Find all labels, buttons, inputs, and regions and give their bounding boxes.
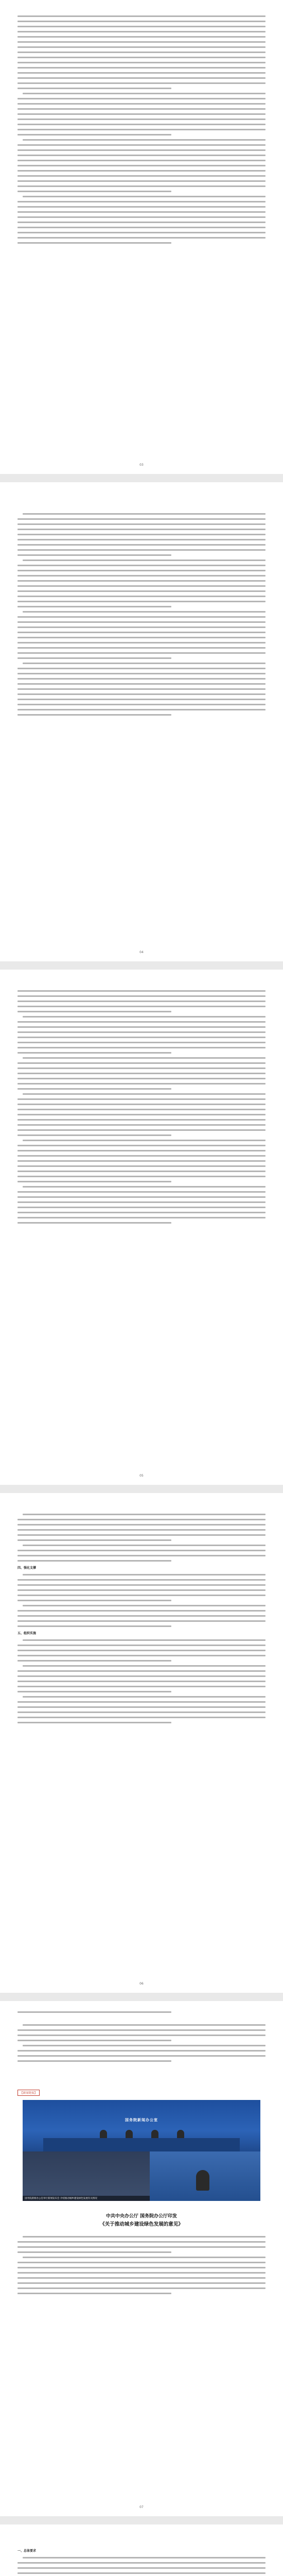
text-line — [17, 1145, 266, 1146]
text-line — [17, 134, 171, 135]
text-line — [17, 1073, 266, 1074]
text-line — [17, 709, 266, 710]
text-line — [17, 1686, 266, 1687]
text-line — [17, 62, 266, 63]
text-line — [17, 2267, 266, 2268]
text-line — [23, 139, 266, 141]
text-line — [23, 2557, 266, 2558]
text-line — [17, 704, 266, 705]
page-separator — [0, 2516, 283, 2524]
text-line — [17, 1529, 266, 1531]
text-line — [17, 2572, 266, 2574]
text-line — [17, 52, 266, 53]
text-line — [17, 637, 266, 638]
text-line — [17, 2241, 266, 2243]
text-line — [17, 647, 266, 649]
document-page-3 — [0, 970, 283, 1485]
text-line — [17, 1042, 266, 1043]
text-line — [23, 663, 266, 664]
text-line — [17, 554, 171, 556]
text-line — [17, 242, 171, 244]
photo-caption: 国务院新闻办公室举行新闻发布会 介绍推动城乡建设绿色发展有关情况 — [23, 2196, 150, 2201]
text-line — [17, 626, 266, 628]
text-line — [17, 1650, 266, 1651]
text-line — [17, 2262, 266, 2263]
text-line — [17, 129, 266, 130]
text-line — [17, 1124, 266, 1126]
text-line — [17, 170, 266, 172]
text-line — [17, 1155, 266, 1157]
text-line — [17, 36, 266, 38]
text-line — [17, 1021, 266, 1023]
text-line — [17, 98, 266, 99]
text-line — [17, 72, 266, 74]
document-page-2 — [0, 482, 283, 961]
text-line — [17, 518, 266, 520]
text-line — [17, 1191, 266, 1193]
text-line — [17, 1181, 171, 1182]
text-line — [17, 2287, 266, 2289]
text-line — [17, 1114, 266, 1115]
text-line — [17, 1660, 171, 1662]
text-line — [23, 1665, 266, 1667]
text-line — [17, 1722, 171, 1723]
text-line — [17, 108, 266, 110]
text-line — [17, 15, 266, 17]
text-line — [17, 652, 266, 654]
text-line — [17, 1150, 266, 1151]
page-number: 03 — [139, 463, 144, 467]
text-line — [17, 82, 266, 84]
text-line — [17, 714, 171, 716]
speaker-photo — [150, 2151, 260, 2201]
text-line — [17, 1006, 266, 1007]
text-line — [17, 668, 266, 669]
text-line — [17, 1534, 266, 1536]
text-line — [17, 632, 266, 633]
text-line — [17, 2050, 266, 2052]
text-line — [17, 616, 266, 618]
text-line — [23, 1093, 266, 1095]
text-line — [17, 590, 266, 592]
text-line — [17, 155, 266, 156]
text-line — [17, 180, 266, 182]
text-line — [17, 216, 266, 218]
text-line — [23, 1140, 266, 1141]
text-line — [17, 1129, 266, 1131]
audience-photo — [23, 2151, 150, 2201]
speaker-figure — [196, 2170, 209, 2191]
text-line — [17, 1717, 266, 1718]
page-number: 04 — [139, 951, 144, 954]
text-line — [17, 2035, 266, 2036]
text-line — [17, 1595, 266, 1596]
press-conference-photo — [23, 2100, 260, 2201]
text-line — [17, 144, 266, 146]
text-line — [17, 1550, 266, 1551]
text-line — [17, 585, 266, 587]
text-line — [17, 688, 266, 690]
text-line — [17, 113, 266, 115]
news-link-tag: 【新闻链接】 — [17, 2090, 40, 2096]
text-line — [17, 2246, 266, 2248]
text-line — [17, 523, 266, 525]
text-line — [17, 1222, 171, 1224]
text-line — [17, 565, 266, 566]
text-line — [17, 1088, 171, 1090]
text-line — [17, 1067, 266, 1069]
text-line — [17, 1706, 266, 1708]
page-number: 07 — [139, 2505, 144, 2509]
text-line — [17, 2040, 171, 2041]
text-line — [23, 1016, 266, 1018]
text-line — [23, 1057, 266, 1059]
text-line — [17, 201, 266, 202]
text-line — [17, 1579, 266, 1581]
text-line — [23, 1545, 266, 1546]
text-line — [17, 1519, 266, 1520]
document-page-5 — [0, 2001, 283, 2516]
text-line — [23, 513, 266, 515]
text-line — [17, 575, 266, 577]
text-line — [23, 93, 266, 94]
text-line — [17, 1201, 266, 1203]
text-line — [17, 570, 266, 571]
text-line — [17, 1620, 266, 1622]
text-line — [17, 1625, 171, 1627]
text-line — [17, 1589, 266, 1591]
text-line — [17, 1655, 266, 1656]
document-page-6 — [0, 2524, 283, 2576]
text-line — [17, 1645, 266, 1646]
document-page-1 — [0, 0, 283, 474]
text-line — [17, 2282, 266, 2284]
page-separator — [0, 474, 283, 482]
text-line — [17, 1212, 266, 1213]
page-separator — [0, 1993, 283, 2001]
text-line — [17, 227, 266, 228]
text-line — [17, 1610, 266, 1612]
text-line — [17, 2562, 266, 2564]
text-line — [17, 2060, 171, 2062]
text-line — [23, 1605, 266, 1606]
text-line — [23, 2045, 266, 2046]
text-line — [23, 1574, 266, 1575]
text-line — [17, 2055, 266, 2057]
text-line — [17, 1615, 266, 1617]
text-line — [23, 2236, 266, 2238]
text-line — [17, 1711, 266, 1713]
section-heading: 一、总体要求 — [17, 2549, 37, 2553]
text-line — [17, 1001, 266, 1002]
text-line — [17, 1675, 266, 1677]
text-line — [17, 673, 266, 674]
text-line — [17, 1104, 266, 1105]
text-line — [17, 539, 266, 540]
text-line — [17, 2251, 171, 2253]
text-line — [17, 1165, 266, 1167]
text-line — [17, 1031, 266, 1033]
document-page-4 — [0, 1493, 283, 1993]
text-line — [17, 1681, 266, 1682]
text-line — [23, 1514, 266, 1515]
text-line — [17, 21, 266, 22]
text-line — [17, 1584, 266, 1586]
text-line — [17, 57, 266, 58]
text-line — [17, 1207, 266, 1208]
text-line — [17, 990, 266, 992]
text-line — [17, 1670, 266, 1672]
text-line — [17, 2029, 266, 2031]
text-line — [17, 1196, 266, 1198]
text-line — [17, 1109, 266, 1110]
text-line — [23, 196, 266, 197]
text-line — [23, 2024, 266, 2026]
text-line — [17, 621, 266, 623]
text-line — [17, 2011, 171, 2013]
text-line — [23, 1186, 266, 1188]
text-line — [17, 1026, 266, 1028]
photo-banner-area — [23, 2100, 260, 2151]
text-line — [17, 1037, 266, 1038]
podium — [43, 2138, 240, 2151]
text-line — [17, 601, 266, 602]
text-line — [17, 1539, 171, 1541]
text-line — [17, 1691, 171, 1692]
text-line — [17, 534, 266, 535]
text-line — [17, 1560, 171, 1562]
text-line — [17, 1098, 266, 1100]
text-line — [17, 88, 171, 89]
text-line — [17, 657, 171, 659]
photo-banner-text: 国务院新闻办公室 — [125, 2118, 158, 2122]
text-line — [23, 2257, 266, 2258]
text-line — [17, 2567, 266, 2569]
page-separator — [0, 1485, 283, 1493]
document-title-line-1: 中共中央办公厅 国务院办公厅印发 — [105, 2214, 178, 2219]
text-line — [17, 549, 266, 551]
text-line — [17, 544, 266, 546]
text-line — [17, 596, 266, 597]
text-line — [17, 1524, 266, 1526]
text-line — [17, 41, 266, 43]
text-line — [17, 175, 266, 177]
text-line — [17, 1600, 171, 1601]
text-line — [17, 118, 266, 120]
text-line — [17, 1078, 266, 1079]
text-line — [23, 611, 266, 613]
text-line — [17, 1217, 266, 1218]
text-line — [17, 1160, 266, 1162]
text-line — [17, 693, 266, 695]
text-line — [17, 683, 266, 685]
text-line — [17, 995, 266, 997]
section-heading — [17, 2016, 266, 2020]
text-line — [17, 191, 171, 192]
text-line — [17, 1701, 266, 1703]
text-line — [17, 529, 266, 530]
text-line — [17, 1171, 266, 1172]
text-line — [17, 1062, 266, 1064]
text-line — [17, 2277, 266, 2279]
section-heading: 五、组织实施 — [17, 1632, 37, 1635]
photo-lower-area — [23, 2151, 260, 2201]
text-line — [23, 560, 266, 561]
text-line — [17, 67, 266, 69]
text-line — [17, 1052, 171, 1054]
text-line — [17, 206, 266, 208]
text-line — [17, 642, 266, 643]
text-line — [17, 2272, 266, 2274]
text-line — [17, 185, 266, 187]
text-line — [17, 1555, 266, 1556]
text-line — [17, 211, 266, 213]
text-line — [17, 1176, 266, 1177]
text-line — [17, 149, 266, 151]
text-line — [17, 232, 266, 233]
text-line — [23, 1639, 266, 1641]
text-line — [17, 77, 266, 79]
text-line — [17, 606, 171, 607]
page-separator — [0, 961, 283, 970]
text-line — [17, 1083, 266, 1084]
section-heading: 四、强化支撑 — [17, 1566, 37, 1570]
text-line — [17, 699, 266, 700]
page-number: 05 — [139, 1474, 144, 1478]
text-line — [17, 1011, 171, 1012]
text-line — [17, 124, 266, 125]
text-line — [17, 1119, 266, 1121]
text-line — [17, 103, 266, 105]
text-line — [17, 31, 266, 32]
text-line — [17, 580, 266, 582]
text-line — [17, 222, 266, 223]
text-line — [17, 26, 266, 27]
document-title-line-2: 《关于推动城乡建设绿色发展的意见》 — [100, 2222, 183, 2227]
text-line — [17, 237, 266, 239]
text-line — [17, 160, 266, 161]
text-line — [17, 678, 266, 680]
text-line — [23, 1696, 266, 1698]
text-line — [17, 2293, 171, 2294]
text-line — [17, 46, 266, 48]
text-line — [17, 1134, 171, 1136]
text-line — [17, 165, 266, 166]
text-line — [17, 1047, 266, 1048]
page-number: 06 — [139, 1982, 144, 1986]
